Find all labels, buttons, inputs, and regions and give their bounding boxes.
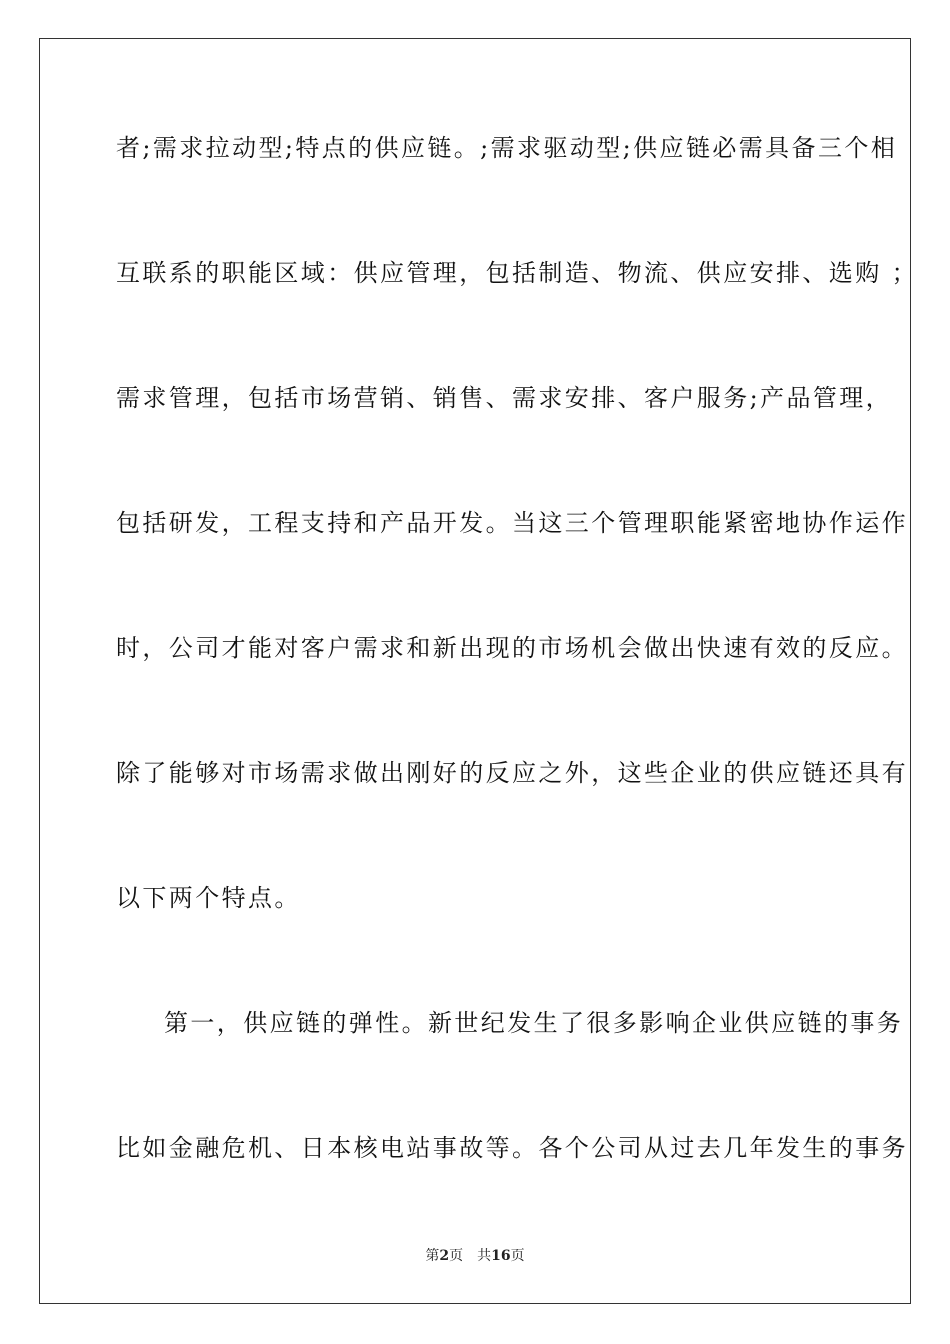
- total-prefix: 共: [477, 1248, 492, 1264]
- page-border: [39, 38, 919, 1304]
- page-number: 2: [439, 1248, 450, 1264]
- total-pages: 16: [491, 1248, 511, 1264]
- paragraph-first-line: 第一，供应链的弹性。新世纪发生了很多影响企业供应链的事务: [164, 1009, 904, 1037]
- text-line: 互联系的职能区域：供应管理，包括制造、物流、供应安排、选购 ；: [116, 259, 919, 287]
- text-line: 以下两个特点。: [116, 884, 301, 912]
- text-line: 比如金融危机、日本核电站事故等。各个公司从过去几年发生的事务: [116, 1134, 908, 1162]
- page-footer: [0, 1246, 950, 1266]
- text-line: 需求管理，包括市场营销、销售、需求安排、客户服务;产品管理，: [116, 384, 893, 412]
- text-line: 者;需求拉动型;特点的供应链。;需求驱动型;供应链必需具备三个相: [116, 134, 898, 162]
- text-line: 时，公司才能对客户需求和新出现的市场机会做出快速有效的反应。: [116, 634, 908, 662]
- page-suffix: 页: [449, 1248, 464, 1264]
- total-suffix: 页: [510, 1248, 525, 1264]
- text-line: 除了能够对市场需求做出刚好的反应之外，这些企业的供应链还具有: [116, 759, 908, 787]
- page-prefix: 第: [425, 1248, 440, 1264]
- text-line: 包括研发，工程支持和产品开发。当这三个管理职能紧密地协作运作: [116, 509, 908, 537]
